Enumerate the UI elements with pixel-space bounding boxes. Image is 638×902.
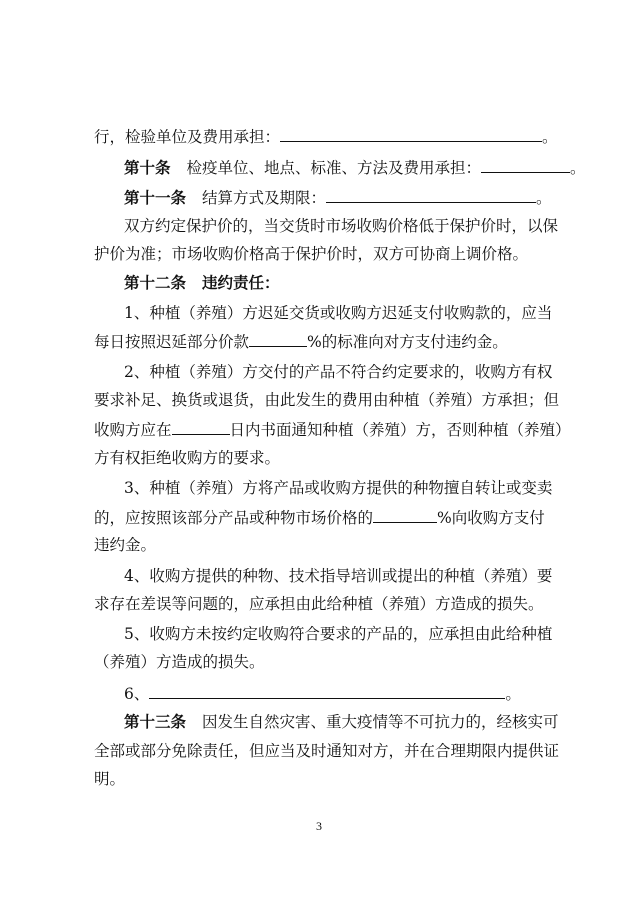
text-line: 求存在差误等问题的，应承担由此给种植（养殖）方造成的损失。 (94, 595, 544, 613)
text-line: 护价为准；市场收购价格高于保护价时，双方可协商上调价格。 (94, 245, 529, 263)
article-heading: 第十一条 (124, 188, 187, 207)
clause-text: 行，检验单位及费用承担： (94, 128, 281, 146)
text-line (94, 507, 638, 528)
article-heading: 第十二条 (124, 273, 187, 292)
text-line (94, 331, 638, 352)
text-line (124, 712, 638, 732)
text-line (124, 683, 638, 704)
clause-text: 检疫单位、地点、标准、方法及费用承担： (186, 159, 482, 177)
text-line: 1、种植（养殖）方迟延交货或收购方迟延支付收购款的，应当 (124, 304, 553, 322)
fill-blank[interactable] (280, 126, 542, 142)
text-line: 4、收购方提供的种物、技术指导培训或提出的种植（养殖）要 (124, 567, 553, 585)
text-line (124, 273, 638, 293)
fill-blank[interactable] (249, 331, 307, 347)
clause-text: 因发生自然灾害、重大疫情等不可抗力的，经核实可 (202, 713, 559, 731)
text-line: 要求补足、换货或退货，由此发生的费用由种植（养殖）方承担；但 (94, 391, 560, 409)
clause-text: 日内书面通知种植（养殖）方，否则种植（养殖） (229, 421, 571, 439)
text-line: 方有权拒绝收购方的要求。 (94, 449, 281, 467)
clause-text: 。 (570, 159, 586, 177)
fill-blank[interactable] (326, 187, 536, 203)
clause-text: 收购方应在 (94, 421, 172, 439)
article-title: 违约责任： (202, 273, 280, 292)
text-line: 全部或部分免除责任，但应当及时通知对方，并在合理期限内提供证 (94, 742, 560, 760)
text-line: 明。 (94, 770, 126, 788)
fill-blank[interactable] (149, 683, 505, 699)
clause-text: 每日按照迟延部分价款 (94, 333, 250, 351)
text-line (124, 157, 638, 178)
text-line: 双方约定保护价的，当交货时市场收购价格低于保护价时，以保 (124, 217, 559, 235)
text-line: 5、收购方未按约定收购符合要求的产品的，应承担由此给种植 (124, 625, 553, 643)
clause-text: 6、 (124, 685, 150, 703)
clause-text: %向收购方支付 (437, 509, 545, 527)
clause-text: 。 (542, 128, 558, 146)
clause-text: 。 (505, 685, 521, 703)
text-line: 3、种植（养殖）方将产品或收购方提供的种物擅自转让或变卖 (124, 479, 553, 497)
text-line (94, 419, 638, 440)
text-line (124, 187, 638, 208)
text-line (94, 126, 638, 147)
clause-text: 的，应按照该部分产品或种物市场价格的 (94, 509, 374, 527)
clause-text: %的标准向对方支付违约金。 (307, 333, 508, 351)
clause-text: 。 (536, 189, 552, 207)
text-line: （养殖）方造成的损失。 (94, 653, 265, 671)
clause-text: 结算方式及期限： (202, 189, 327, 207)
text-line: 2、种植（养殖）方交付的产品不符合约定要求的，收购方有权 (124, 363, 553, 381)
text-line: 违约金。 (94, 536, 157, 554)
fill-blank[interactable] (172, 419, 230, 435)
article-heading: 第十条 (124, 158, 171, 177)
fill-blank[interactable] (481, 157, 570, 173)
page-number: 3 (316, 819, 322, 833)
fill-blank[interactable] (373, 507, 437, 523)
article-heading: 第十三条 (124, 712, 187, 731)
